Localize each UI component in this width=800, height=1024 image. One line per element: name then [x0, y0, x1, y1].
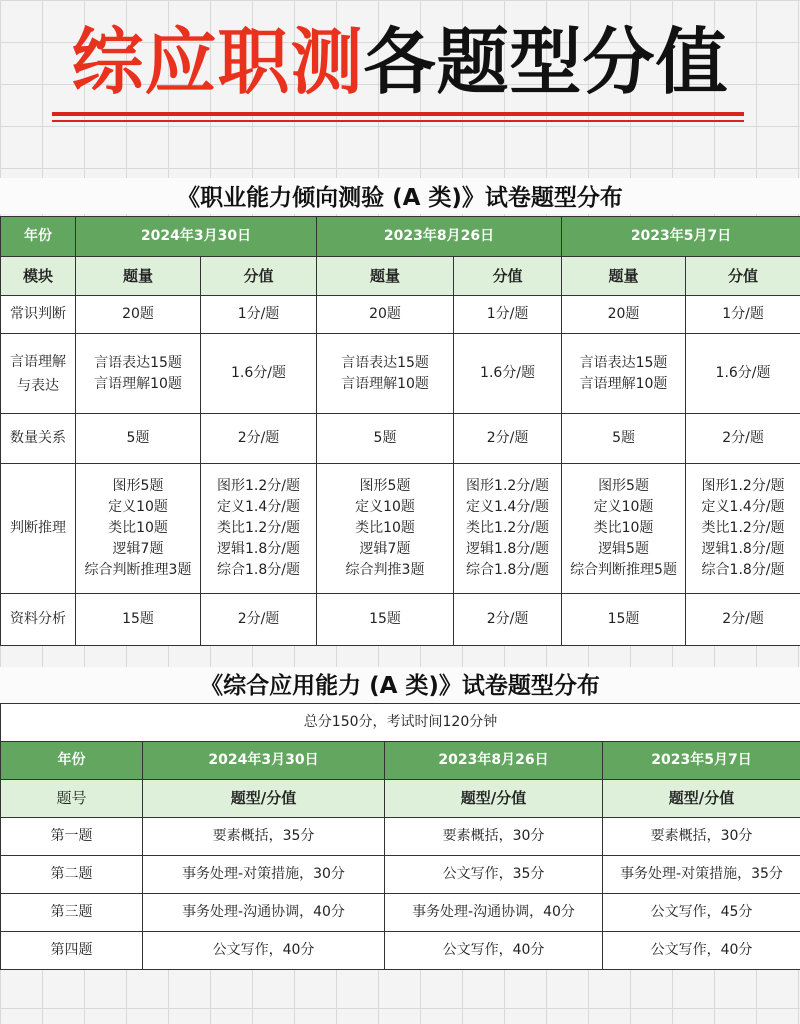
count-cell — [317, 296, 454, 334]
cell-line: 定义10题 — [108, 499, 168, 515]
count-cell — [317, 464, 454, 594]
cell-line: 1.6分/题 — [715, 365, 771, 381]
aptitude-test-table — [0, 216, 800, 646]
year-header: 2023年5月7日 — [562, 217, 800, 257]
cell-line: 言语表达15题 — [94, 354, 182, 371]
question-number: 第一题 — [1, 818, 143, 856]
type-score-cell: 事务处理-对策措施，30分 — [143, 856, 385, 894]
cell-line: 2分/题 — [486, 430, 529, 446]
cell-line: 定义1.4分/题 — [701, 499, 785, 515]
cell-line: 类比1.2分/题 — [701, 520, 785, 536]
cell-line: 综合判断推理3题 — [84, 562, 192, 578]
score-cell — [201, 594, 317, 646]
cell-line: 20题 — [122, 306, 154, 322]
count-cell — [562, 594, 686, 646]
cell-line: 逻辑7题 — [359, 541, 411, 557]
type-score-cell: 公文写作，40分 — [143, 932, 385, 970]
score-cell — [686, 594, 800, 646]
score-cell — [454, 334, 562, 414]
cell-line: 综合判断推理5题 — [570, 562, 677, 578]
score-cell — [201, 334, 317, 414]
cell-line: 5题 — [373, 430, 397, 446]
col-score-header: 分值 — [686, 257, 800, 296]
title-underline — [52, 112, 744, 116]
cell-line: 定义10题 — [593, 499, 654, 515]
cell-line: 综合判推3题 — [345, 562, 425, 578]
score-cell — [454, 414, 562, 464]
count-cell — [562, 464, 686, 594]
count-cell — [317, 414, 454, 464]
type-score-cell: 公文写作，40分 — [385, 932, 603, 970]
module-name: 言语理解与表达 — [1, 334, 76, 414]
question-number: 第四题 — [1, 932, 143, 970]
count-cell — [76, 334, 201, 414]
type-header: 题型/分值 — [143, 780, 385, 818]
col-score-header: 分值 — [201, 257, 317, 296]
table2-title: 《综合应用能力 (A 类)》试卷题型分布 — [0, 667, 800, 703]
score-cell — [686, 464, 800, 594]
score-cell — [686, 296, 800, 334]
type-score-cell: 要素概括，35分 — [143, 818, 385, 856]
count-cell — [76, 296, 201, 334]
cell-line: 逻辑5题 — [598, 541, 649, 557]
page-title — [0, 20, 800, 104]
question-number: 第二题 — [1, 856, 143, 894]
score-cell — [686, 334, 800, 414]
table-row — [1, 894, 800, 932]
year-header: 2023年5月7日 — [603, 742, 800, 780]
cell-line: 定义1.4分/题 — [466, 499, 550, 515]
cell-line: 综合1.8分/题 — [466, 562, 550, 578]
type-header: 题型/分值 — [385, 780, 603, 818]
count-cell — [562, 296, 686, 334]
year-label: 年份 — [1, 217, 76, 257]
count-cell — [317, 594, 454, 646]
table-row — [1, 464, 800, 594]
cell-line: 图形5题 — [112, 478, 164, 494]
type-score-cell: 公文写作，35分 — [385, 856, 603, 894]
module-name: 资料分析 — [1, 594, 76, 646]
cell-line: 2分/题 — [486, 611, 529, 627]
cell-line: 图形5题 — [359, 478, 411, 494]
score-cell — [201, 464, 317, 594]
title-underline-thin — [52, 120, 744, 122]
title-rest: 各题型分值 — [363, 20, 729, 104]
col-count-header: 题量 — [317, 257, 454, 296]
cell-line: 5题 — [612, 430, 635, 446]
cell-line: 类比10题 — [593, 520, 654, 536]
cell-line: 20题 — [369, 306, 401, 322]
cell-line: 言语理解10题 — [94, 375, 182, 392]
question-label: 题号 — [1, 780, 143, 818]
score-cell — [686, 414, 800, 464]
cell-line: 类比1.2分/题 — [466, 520, 550, 536]
table-row — [1, 594, 800, 646]
col-score-header: 分值 — [454, 257, 562, 296]
cell-line: 2分/题 — [237, 611, 280, 627]
cell-line: 言语理解10题 — [341, 375, 429, 392]
module-name: 常识判断 — [1, 296, 76, 334]
score-cell — [454, 296, 562, 334]
count-cell — [76, 464, 201, 594]
cell-line: 2分/题 — [722, 611, 764, 627]
module-name: 判断推理 — [1, 464, 76, 594]
cell-line: 图形1.2分/题 — [701, 478, 785, 494]
cell-line: 1.6分/题 — [231, 365, 286, 381]
year-header: 2023年8月26日 — [317, 217, 562, 257]
type-score-cell: 公文写作，40分 — [603, 932, 800, 970]
year-header: 2024年3月30日 — [143, 742, 385, 780]
cell-line: 2分/题 — [237, 430, 280, 446]
table1-title: 《职业能力倾向测验 (A 类)》试卷题型分布 — [0, 178, 800, 214]
cell-line: 图形1.2分/题 — [466, 478, 550, 494]
score-cell — [201, 296, 317, 334]
cell-line: 图形1.2分/题 — [217, 478, 300, 494]
type-score-cell: 公文写作，45分 — [603, 894, 800, 932]
cell-line: 综合1.8分/题 — [701, 562, 785, 578]
cell-line: 2分/题 — [722, 430, 764, 446]
module-label: 模块 — [1, 257, 76, 296]
score-cell — [454, 594, 562, 646]
summary-row: 总分150分，考试时间120分钟 — [1, 704, 800, 742]
module-name: 数量关系 — [1, 414, 76, 464]
count-cell — [76, 414, 201, 464]
type-score-cell: 要素概括，30分 — [385, 818, 603, 856]
count-cell — [562, 414, 686, 464]
type-score-cell: 事务处理-沟通协调，40分 — [143, 894, 385, 932]
title-highlight: 综应职测 — [71, 20, 364, 104]
cell-line: 综合1.8分/题 — [217, 562, 300, 578]
cell-line: 逻辑1.8分/题 — [466, 541, 550, 557]
cell-line: 1.6分/题 — [480, 365, 536, 381]
year-label: 年份 — [1, 742, 143, 780]
table-row — [1, 932, 800, 970]
cell-line: 1分/题 — [722, 306, 764, 322]
cell-line: 20题 — [607, 306, 640, 322]
application-test-table — [0, 703, 800, 970]
cell-line: 15题 — [369, 611, 401, 627]
table-row — [1, 414, 800, 464]
question-number: 第三题 — [1, 894, 143, 932]
cell-line: 15题 — [122, 611, 154, 627]
cell-line: 1分/题 — [486, 306, 529, 322]
cell-line: 逻辑1.8分/题 — [701, 541, 785, 557]
count-cell — [317, 334, 454, 414]
cell-line: 言语表达15题 — [579, 354, 668, 371]
type-score-cell: 事务处理-对策措施，35分 — [603, 856, 800, 894]
year-header: 2023年8月26日 — [385, 742, 603, 780]
cell-line: 逻辑1.8分/题 — [217, 541, 300, 557]
count-cell — [76, 594, 201, 646]
cell-line: 1分/题 — [237, 306, 280, 322]
score-cell — [454, 464, 562, 594]
type-score-cell: 事务处理-沟通协调，40分 — [385, 894, 603, 932]
cell-line: 定义10题 — [355, 499, 415, 515]
score-cell — [201, 414, 317, 464]
cell-line: 类比10题 — [355, 520, 415, 536]
col-count-header: 题量 — [562, 257, 686, 296]
cell-line: 言语表达15题 — [341, 354, 429, 371]
table-row — [1, 818, 800, 856]
cell-line: 言语理解10题 — [579, 375, 668, 392]
cell-line: 图形5题 — [598, 478, 649, 494]
year-header: 2024年3月30日 — [76, 217, 317, 257]
cell-line: 类比1.2分/题 — [217, 520, 300, 536]
type-score-cell: 要素概括，30分 — [603, 818, 800, 856]
cell-line: 15题 — [607, 611, 640, 627]
type-header: 题型/分值 — [603, 780, 800, 818]
cell-line: 逻辑7题 — [112, 541, 164, 557]
cell-line: 类比10题 — [108, 520, 168, 536]
cell-line: 5题 — [126, 430, 150, 446]
table-row — [1, 296, 800, 334]
table-row — [1, 334, 800, 414]
count-cell — [562, 334, 686, 414]
cell-line: 定义1.4分/题 — [217, 499, 300, 515]
table-row — [1, 856, 800, 894]
col-count-header: 题量 — [76, 257, 201, 296]
